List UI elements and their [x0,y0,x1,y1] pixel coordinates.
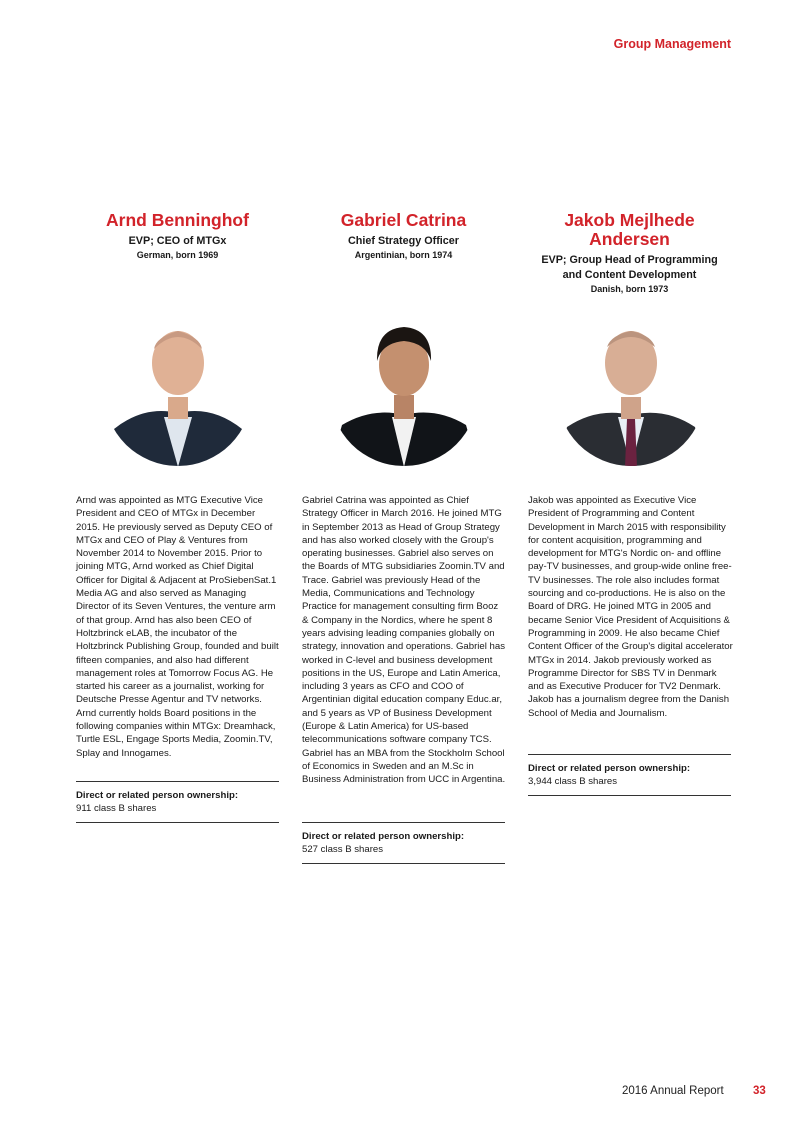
person-header-1 [76,211,279,262]
section-title: Group Management [613,37,731,51]
ownership-label: Direct or related person ownership: [528,763,691,774]
person-role: EVP; Group Head of Programming and Content Development [541,254,718,281]
person-bio: Gabriel Catrina was appointed as Chief Strategy Officer in March 2016. He joined MTG in September 2013 as Head of Group Strategy and has also worked closely with the Group's operating businesses. Gabriel also serves on the Boards of MTG subsidiaries Zoomin.TV and Trace. Gabriel was previously Head of the Media, Communications and Technology Practice for management consulting firm Booz & Company in the Nordics, where he spent 8 years advising leading companies globally on strategy, innovation and operations. Gabriel has worked in C-level and business development positions in the US, Europe and Latin America, including 3 years as CFO and COO of Argentinian digital education company Educ.ar, and 5 years as VP of Business Development (Europe & Latin America) for US-based telecommunications software company TCS. Gabriel has an MBA from the Stockholm School of Economics in Sweden and an M.Sc in Business Administration from UCC in Argentina. [302,495,506,786]
portrait-photo-2 [330,317,478,467]
ownership-box [302,822,505,864]
person-origin: German, born 1969 [136,250,219,260]
person-header-2 [302,211,505,262]
person-name: Jakob Mejlhede Andersen [564,210,695,249]
ownership-value: 527 class B shares [302,844,384,855]
ownership-box [76,781,279,823]
person-role: Chief Strategy Officer [348,235,459,247]
ownership-value: 3,944 class B shares [528,776,618,787]
person-name: Gabriel Catrina [340,210,467,230]
footer-report-title: 2016 Annual Report [622,1085,724,1097]
ownership-value: 911 class B shares [76,803,157,814]
person-role: EVP; CEO of MTGx [128,235,227,247]
person-bio: Arnd was appointed as MTG Executive Vice President and CEO of MTGx in December 2015. He previously served as Deputy CEO of MTGx and CEO of Play & Ventures from November 2014 to November 2015. Prior to joining MTG, Arnd worked as Chief Digital Officer for Digital & Adjacent at ProSiebenSat.1 Media AG and also served as Managing Director of its Seven Ventures, the venture arm of that group. Arnd has also been CEO of Holtzbrinck eLAB, the incubator of the Holtzbrinck Publishing Group, founded and built fifteen companies, and also had different management roles at Tomorrow Focus AG. He started his career as a journalist, working for Deutsche Presse Agentur and TV networks. Arnd currently holds Board positions in the following companies within MTGx: Dreamhack, Turtle ESL, Engage Sports Media, Zoomin.TV, Splay and Innogames. [76,495,279,759]
person-name: Arnd Benninghof [106,210,249,230]
person-header-3 [528,211,731,296]
portrait-photo-1 [104,317,252,467]
page-number: 33 [753,1085,766,1097]
person-bio: Jakob was appointed as Executive Vice President of Programming and Content Development in March 2015 with responsibility for content acquisition, programming and development for MTG's Nordic on- and offline pay-TV businesses, and group-wide online free-TV businesses. The role also includes format sourcing and co-productions. He is also on the Board of DRG. He joined MTG in 2005 and became Senior Vice President of Acquisitions & Programming in 2009. He also became Chief Content Officer of the Group's digital accelerator MTGx in 2014. Jakob previously worked as Programme Director for SBS TV in Denmark and as Executive Producer for TV2 Denmark. Jakob has a journalism degree from the Danish School of Media and Journalism. [528,495,733,719]
person-origin: Argentinian, born 1974 [354,250,453,260]
ownership-box [528,754,731,796]
portrait-photo-3 [557,317,705,467]
ownership-label: Direct or related person ownership: [302,831,465,842]
ownership-label: Direct or related person ownership: [76,790,239,801]
person-origin: Danish, born 1973 [590,284,669,294]
